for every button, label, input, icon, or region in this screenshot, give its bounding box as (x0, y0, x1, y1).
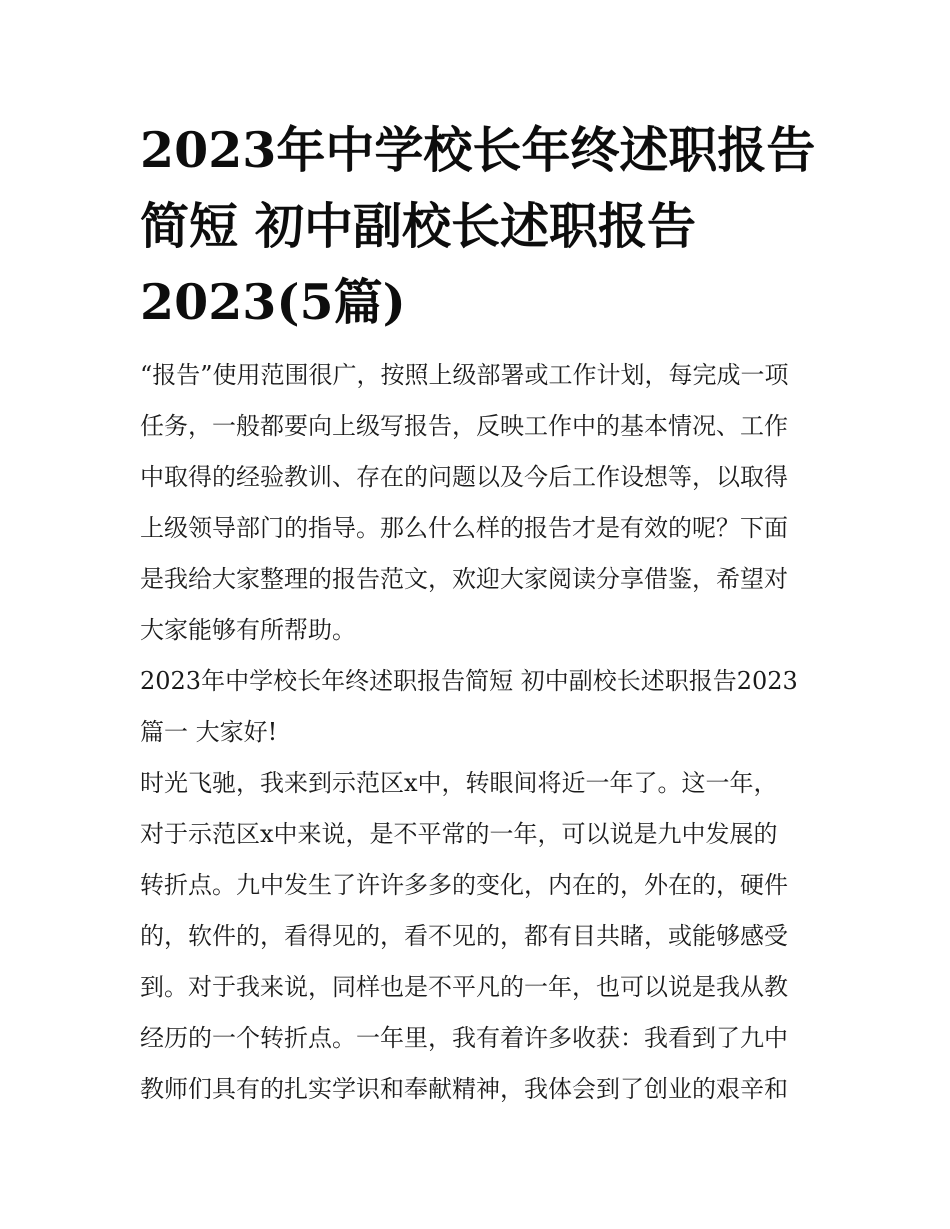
intro-paragraph (140, 350, 812, 656)
intro-line-1: “报告”使用范围很广，按照上级部署或工作计划，每完成一项 (140, 361, 789, 389)
title-line-1: 2023年中学校长年终述职报告 (140, 121, 816, 179)
body-line-2: 对于示范区x中来说，是不平常的一年，可以说是九中发展的 (140, 820, 778, 848)
body-line-4: 的，软件的，看得见的，看不见的，都有目共睹，或能够感受 (140, 922, 788, 950)
section-heading-line-2: 篇一 大家好! (140, 718, 278, 746)
body-line-5: 到。对于我来说，同样也是不平凡的一年，也可以说是我从教 (140, 973, 788, 1001)
intro-line-3: 中取得的经验教训、存在的问题以及今后工作设想等，以取得 (140, 463, 788, 491)
body-line-6: 经历的一个转折点。一年里，我有着许多收获：我看到了九中 (140, 1024, 788, 1052)
intro-line-5: 是我给大家整理的报告范文，欢迎大家阅读分享借鉴，希望对 (140, 565, 788, 593)
title-line-2: 简短 初中副校长述职报告 (140, 197, 697, 255)
title-line-3: 2023(5篇) (140, 273, 406, 331)
intro-line-6: 大家能够有所帮助。 (140, 616, 356, 644)
intro-line-4: 上级领导部门的指导。那么什么样的报告才是有效的呢？下面 (140, 514, 788, 542)
document-title (140, 112, 816, 340)
body-paragraph (140, 758, 812, 1115)
document-page (140, 112, 816, 1115)
body-line-1: 时光飞驰，我来到示范区x中，转眼间将近一年了。这一年， (140, 769, 778, 797)
intro-line-2: 任务，一般都要向上级写报告，反映工作中的基本情况、工作 (140, 412, 788, 440)
body-line-3: 转折点。九中发生了许许多多的变化，内在的，外在的，硬件 (140, 871, 788, 899)
body-line-7: 教师们具有的扎实学识和奉献精神，我体会到了创业的艰辛和 (140, 1075, 788, 1103)
section-heading (140, 656, 812, 758)
section-heading-line-1: 2023年中学校长年终述职报告简短 初中副校长述职报告2023 (140, 667, 798, 695)
document-body (140, 350, 812, 1115)
